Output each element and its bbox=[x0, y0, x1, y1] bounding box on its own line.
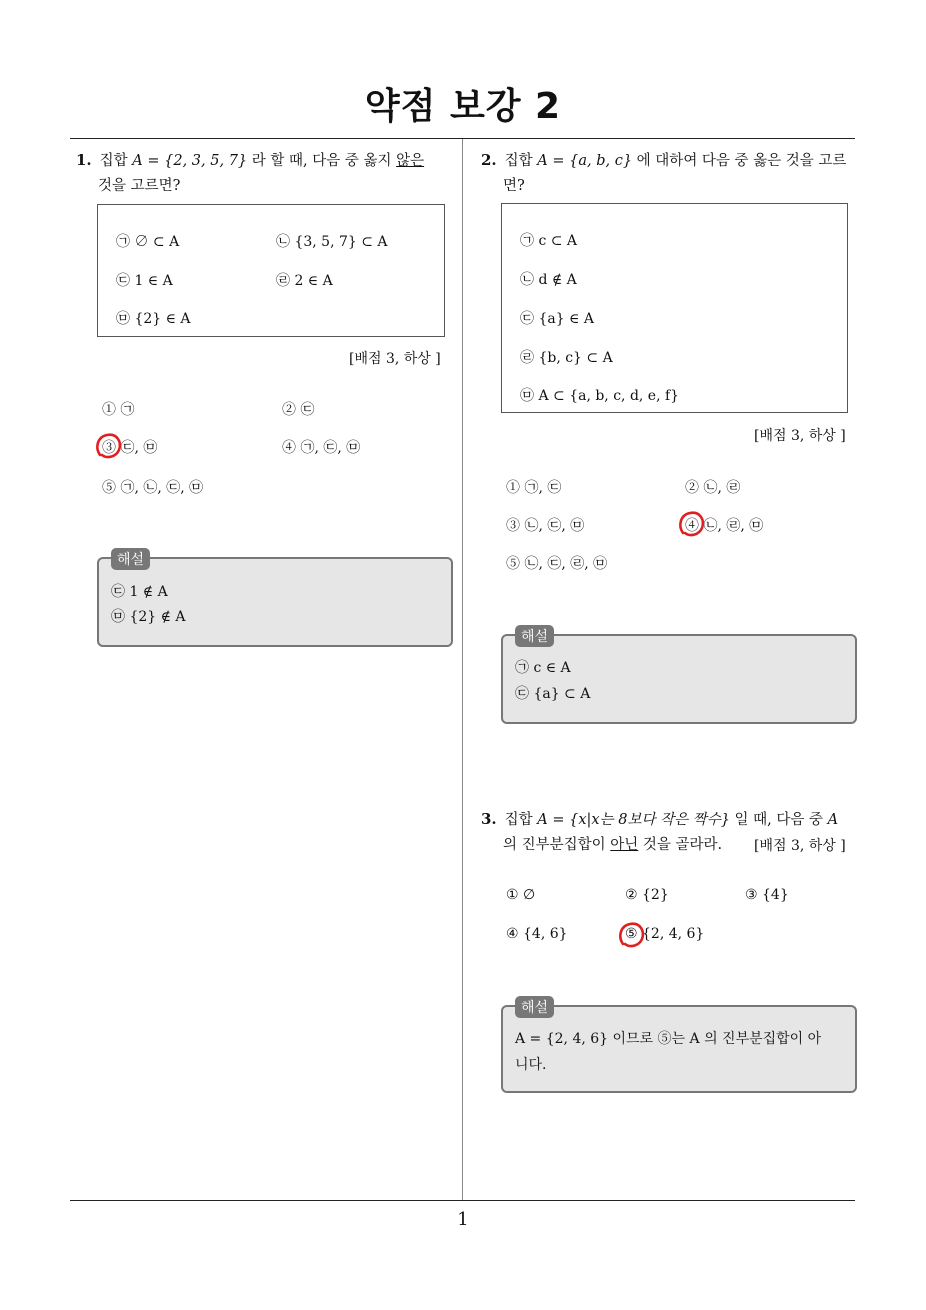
choice-3[interactable]: ③ ㉢, ㉤ bbox=[102, 440, 158, 456]
solution-tag: 해설 bbox=[515, 996, 554, 1018]
statement-item: ㉡ {3, 5, 7} ⊂ A bbox=[276, 234, 388, 250]
statement-box bbox=[97, 204, 445, 337]
solution-line: A = {2, 4, 6} 이므로 ⑤는 A 의 진부분집합이 아 bbox=[515, 1031, 822, 1047]
emphasis-underline: 아닌 bbox=[610, 837, 639, 853]
answer-circle-mark bbox=[677, 509, 707, 539]
question-1-line2: 것을 고르면? bbox=[98, 178, 181, 194]
choice-1[interactable]: ① ∅ bbox=[506, 887, 536, 903]
footer-rule bbox=[70, 1200, 855, 1201]
page-title: 약점 보강 2 bbox=[364, 86, 562, 127]
solution-line: 니다. bbox=[515, 1057, 547, 1073]
choice-3[interactable]: ③ ㉡, ㉢, ㉤ bbox=[506, 518, 585, 534]
solution-line: ㉢ 1 ∉ A bbox=[111, 584, 168, 600]
statement-item: ㉣ {b, c} ⊂ A bbox=[520, 350, 613, 366]
solution-box bbox=[97, 552, 453, 647]
choice-2[interactable]: ② {2} bbox=[625, 887, 669, 903]
solution-box bbox=[501, 629, 857, 724]
question-3: 3. 집합 A = {x|x는 8보다 작은 짝수} 일 때, 다음 중 A bbox=[481, 810, 839, 828]
choice-5[interactable]: ⑤ {2, 4, 6} bbox=[625, 926, 705, 942]
score-label: [배점 3, 하상 ] bbox=[349, 351, 441, 367]
choice-5[interactable]: ⑤ ㉡, ㉢, ㉣, ㉤ bbox=[506, 556, 608, 572]
column-divider bbox=[462, 139, 463, 1201]
score-label: [배점 3, 하상 ] bbox=[754, 428, 846, 444]
choice-2[interactable]: ② ㉡, ㉣ bbox=[685, 480, 741, 496]
statement-item: ㉤ A ⊂ {a, b, c, d, e, f} bbox=[520, 388, 680, 404]
statement-item: ㉤ {2} ∈ A bbox=[116, 311, 191, 327]
statement-item: ㉢ {a} ∈ A bbox=[520, 311, 594, 327]
solution-tag: 해설 bbox=[515, 625, 554, 647]
emphasis-underline: 않은 bbox=[396, 153, 425, 169]
answer-circle-mark bbox=[94, 431, 124, 461]
question-3-line2: 의 진부분집합이 아닌 것을 골라라. bbox=[503, 837, 723, 853]
choice-1[interactable]: ① ㉠ bbox=[102, 402, 135, 418]
statement-item: ㉠ ∅ ⊂ A bbox=[116, 234, 180, 250]
statement-box bbox=[501, 203, 848, 413]
solution-tag: 해설 bbox=[111, 548, 150, 570]
question-2-line2: 면? bbox=[503, 178, 525, 194]
question-number: 2. bbox=[481, 151, 497, 169]
question-2: 2. 집합 A = {a, b, c} 에 대하여 다음 중 옳은 것을 고르 bbox=[481, 151, 847, 169]
solution-line: ㉢ {a} ⊂ A bbox=[515, 686, 591, 702]
statement-item: ㉢ 1 ∈ A bbox=[116, 273, 173, 289]
choice-3[interactable]: ③ {4} bbox=[745, 887, 789, 903]
choice-1[interactable]: ① ㉠, ㉢ bbox=[506, 480, 562, 496]
choice-4[interactable]: ④ ㉡, ㉣, ㉤ bbox=[685, 518, 764, 534]
solution-line: ㉤ {2} ∉ A bbox=[111, 609, 186, 625]
choice-4[interactable]: ④ ㉠, ㉢, ㉤ bbox=[282, 440, 361, 456]
answer-circle-mark bbox=[617, 920, 647, 950]
choice-2[interactable]: ② ㉢ bbox=[282, 402, 315, 418]
question-number: 3. bbox=[481, 810, 497, 828]
statement-item: ㉣ 2 ∈ A bbox=[276, 273, 333, 289]
question-1: 1. 집합 A = {2, 3, 5, 7} 라 할 때, 다음 중 옳지 않은 bbox=[76, 151, 425, 169]
solution-box bbox=[501, 1000, 857, 1093]
statement-item: ㉠ c ⊂ A bbox=[520, 233, 578, 249]
page-number: 1 bbox=[457, 1209, 469, 1230]
solution-line: ㉠ c ∈ A bbox=[515, 660, 571, 676]
statement-item: ㉡ d ∉ A bbox=[520, 272, 577, 288]
score-label: [배점 3, 하상 ] bbox=[754, 838, 846, 854]
choice-5[interactable]: ⑤ ㉠, ㉡, ㉢, ㉤ bbox=[102, 480, 204, 496]
choice-4[interactable]: ④ {4, 6} bbox=[506, 926, 568, 942]
question-number: 1. bbox=[76, 151, 92, 169]
